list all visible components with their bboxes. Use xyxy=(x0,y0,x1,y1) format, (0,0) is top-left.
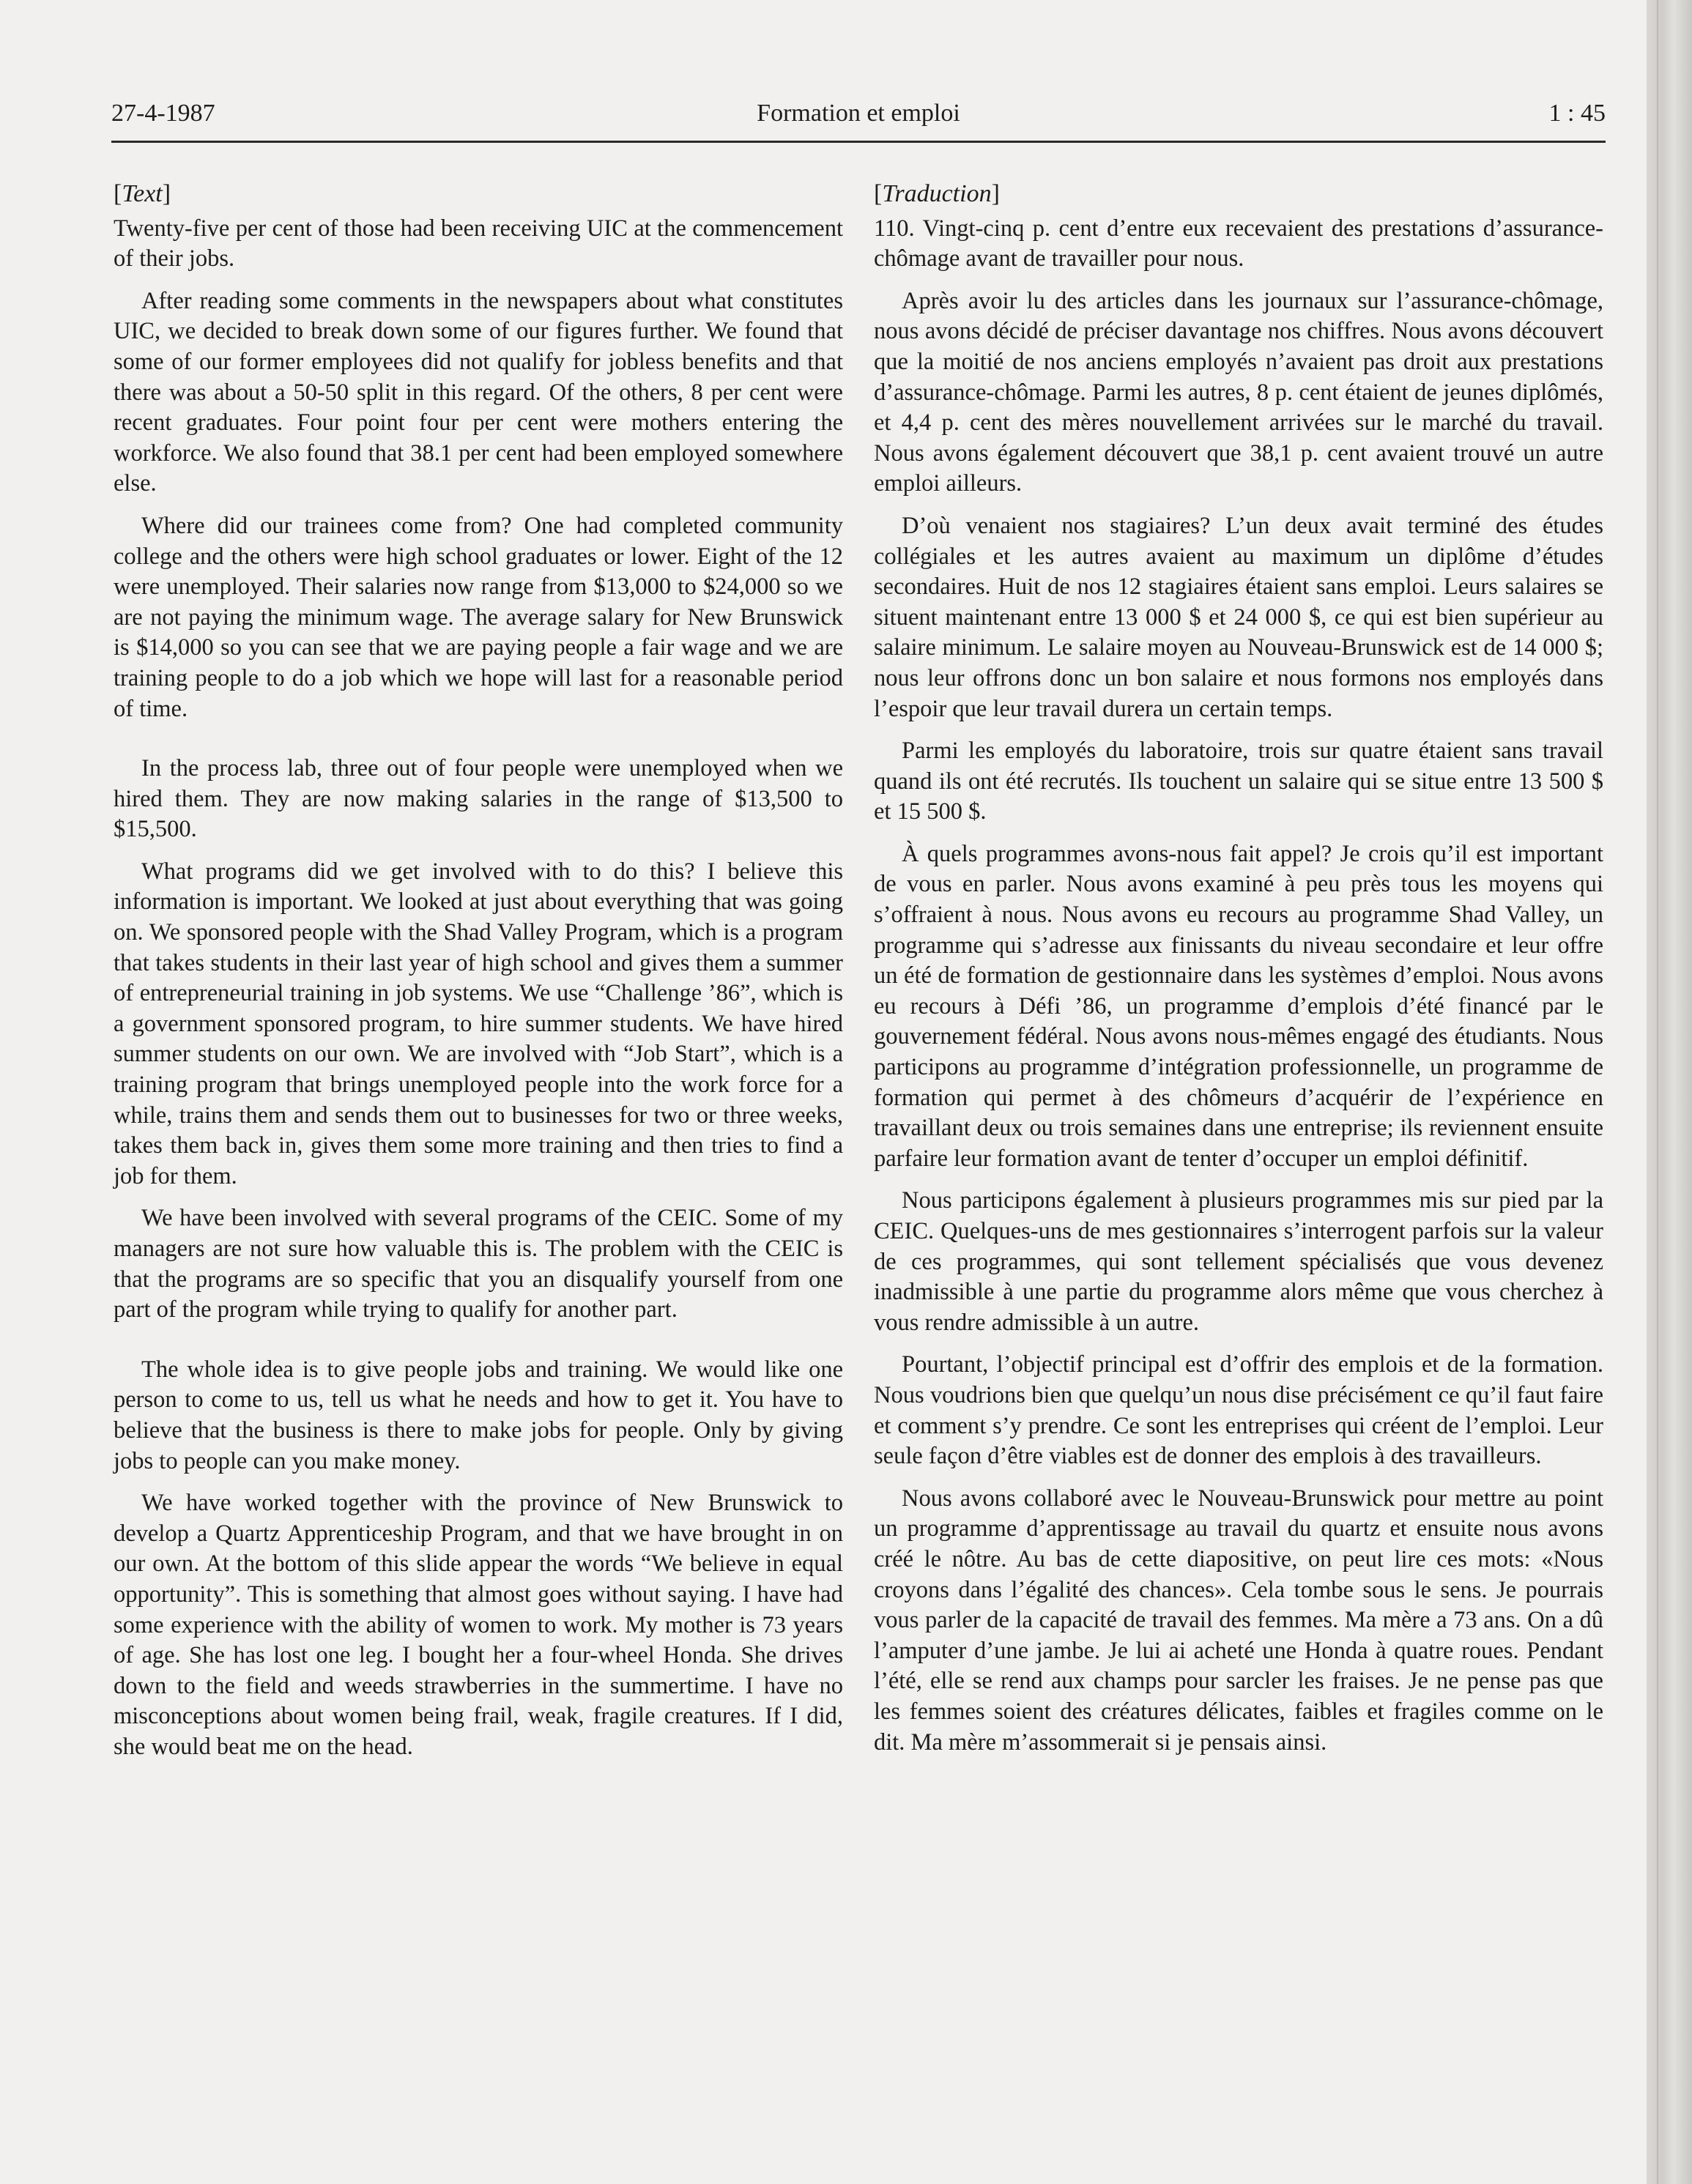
paragraph: We have worked together with the province of New Brunswick to develop a Quartz Apprenticeship Program, and that we have brought in on our own. At the bottom of this slide appear the words “We believe in equal opportunity”. This is something that almost goes without saying. I have had some experience with the ability of women to work. My mother is 73 years of age. She has lost one leg. I bought her a four-wheel Honda. She drives down to the field and weeds strawberries in the summertime. I have no misconceptions about women being frail, weak, fragile creatures. If I did, she would beat me on the head. xyxy=(114,1490,843,1760)
right-column-french xyxy=(874,179,1603,1769)
paragraph: What programs did we get involved with to do this? I believe this information is important. We looked at just about everything that was going on. We sponsored people with the Shad Valley Program, which is a program that takes students in their last year of high school and gives them a summer of entrepreneurial training in job systems. We use “Challenge ’86”, which is a government sponsored program, to hire summer students. We have hired summer students on our own. We are involved with “Job Start”, which is a training program that brings unemployed people into the work force for a while, trains them and sends them out to businesses for two or three weeks, takes them back in, gives them some more training and then tries to find a job for them. xyxy=(114,858,843,1189)
text-label: [Text] xyxy=(114,180,171,207)
paragraph: Nous participons également à plusieurs programmes mis sur pied par la CEIC. Quelques-uns de mes gestionnaires s’interrogent parfois sur la valeur de ces programmes, qui sont tellement spécialisés que vous devenez inadmissible à une partie du programme alors même que vous cherchez à vous rendre admissible à un autre. xyxy=(874,1187,1603,1336)
paragraph: Twenty-five per cent of those had been receiving UIC at the commencement of their jobs. xyxy=(114,215,843,272)
header-date: 27-4-1987 xyxy=(111,100,215,127)
paragraph: Parmi les employés du laboratoire, trois sur quatre étaient sans travail quand ils ont été recrutés. Ils touchent un salaire qui se situe entre 13 500 $ et 15 500 $. xyxy=(874,738,1603,825)
paragraph: Pourtant, l’objectif principal est d’offrir des emplois et de la formation. Nous voudrions bien que quelqu’un nous dise précisément ce qu’il faut faire et comment s’y prendre. Ce sont les entreprises qui créent de l’emploi. Leur seule façon d’être viables est de donner des emplois à des travailleurs. xyxy=(874,1351,1603,1470)
paragraph: Nous avons collaboré avec le Nouveau-Brunswick pour mettre au point un programme d’apprentissage au travail du quartz et ensuite nous avons créé le nôtre. Au bas de cette diapositive, on peut lire ces mots: «Nous croyons dans l’égalité des chances». Cela tombe sous le sens. Je pourrais vous parler de la capacité de travail des femmes. Ma mère a 73 ans. On a dû l’amputer d’une jambe. Je lui ai acheté une Honda à quatre roues. Pendant l’été, elle se rend aux champs pour sarcler les fraises. Je ne pense pas que les femmes soient des créatures délicates, faibles et fragiles comme on le dit. Ma mère m’assommerait si je pensais ainsi. xyxy=(874,1485,1603,1756)
header-title: Formation et emploi xyxy=(757,100,960,127)
paragraph: In the process lab, three out of four people were unemployed when we hired them. They are now making salaries in the range of $13,500 to $15,500. xyxy=(114,755,843,843)
paragraph: 110. Vingt-cinq p. cent d’entre eux recevaient des prestations d’assurance-chômage avant de travailler pour nous. xyxy=(874,215,1603,272)
paragraph: The whole idea is to give people jobs and training. We would like one person to come to us, tell us what he needs and how to get it. You have to believe that the business is there to make jobs for people. Only by giving jobs to people can you make money. xyxy=(114,1356,843,1474)
paragraph: Après avoir lu des articles dans les journaux sur l’assurance-chômage, nous avons décidé de préciser davantage nos chiffres. Nous avons découvert que la moitié de nos anciens employés n’avaient pas droit aux prestations d’assurance-chômage. Parmi les autres, 8 p. cent étaient de jeunes diplômés, et 4,4 p. cent des mères nouvellement arrivées sur le marché du travail. Nous avons également découvert que 38,1 p. cent avaient trouvé un autre emploi ailleurs. xyxy=(874,287,1603,497)
header-page-number: 1 : 45 xyxy=(1548,100,1606,127)
paragraph: À quels programmes avons-nous fait appel? Je crois qu’il est important de vous en parler. Nous avons examiné à peu près tous les moyens qui s’offraient à nous. Nous avons eu recours au programme Shad Valley, un programme qui s’adresse aux finissants du niveau secondaire et leur offre un été de formation de gestionnaire dans les systèmes d’emploi. Nous avons eu recours à Défi ’86, un programme d’emplois d’été financé par le gouvernement fédéral. Nous avons nous-mêmes engagé des étudiants. Nous participons au programme d’intégration professionnelle, un programme de formation qui permet à des chômeurs d’acquérir de l’expérience en travaillant deux ou trois semaines dans une entreprise; ils reviennent ensuite parfaire leur formation avant de tenter d’occuper un emploi définitif. xyxy=(874,840,1603,1172)
paragraph: After reading some comments in the newspapers about what constitutes UIC, we decided to break down some of our figures further. We found that some of our former employees did not qualify for jobless benefits and that there was about a 50-50 split in this regard. Of the others, 8 per cent were recent graduates. Four point four per cent were mothers entering the workforce. We also found that 38.1 per cent had been employed somewhere else. xyxy=(114,287,843,497)
header-rule xyxy=(111,141,1606,143)
left-column-english xyxy=(114,179,843,1775)
paragraph: Where did our trainees come from? One had completed community college and the others were high school graduates or lower. Eight of the 12 were unemployed. Their salaries now range from $13,000 to $24,000 so we are not paying the minimum wage. The average salary for New Brunswick is $14,000 so you can see that we are paying people a fair wage and we are training people to do a job which we hope will last for a reasonable period of time. xyxy=(114,512,843,722)
running-header xyxy=(111,100,1606,136)
paragraph: D’où venaient nos stagiaires? L’un deux avait terminé des études collégiales et les autres avaient au maximum un diplôme d’études secondaires. Huit de nos 12 stagiaires étaient sans emploi. Leurs salaires se situent maintenant entre 13 000 $ et 24 000 $, ce qui est bien supérieur au salaire minimum. Le salaire moyen au Nouveau-Brunswick est de 14 000 $; nous leur offrons donc un bon salaire et nous formons nos employés dans l’espoir que leur travail durera un certain temps. xyxy=(874,512,1603,722)
translation-label: [Traduction] xyxy=(874,180,1000,207)
paragraph: We have been involved with several programs of the CEIC. Some of my managers are not sure how valuable this is. The problem with the CEIC is that the programs are so specific that you an disqualify yourself from one part of the program while trying to qualify for another part. xyxy=(114,1205,843,1323)
page-binding-edge xyxy=(1647,0,1692,2184)
